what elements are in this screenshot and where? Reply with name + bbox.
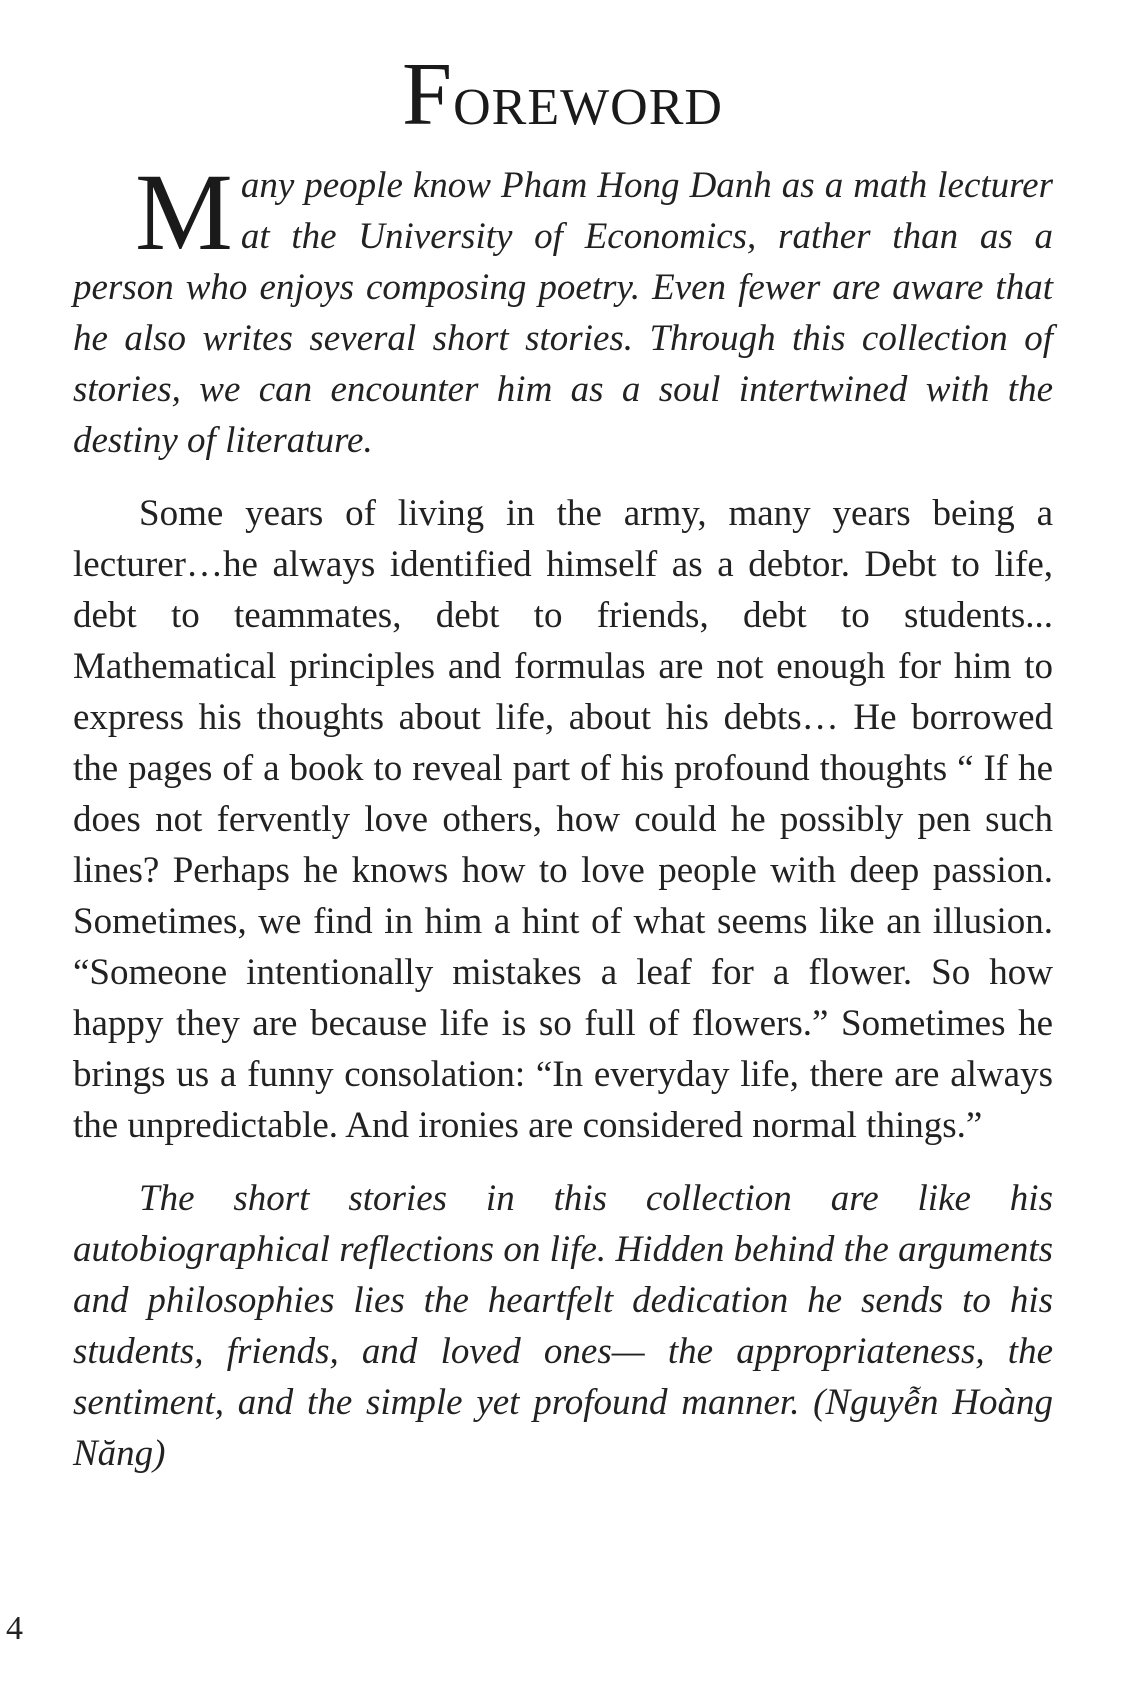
- page-number: 4: [6, 1610, 23, 1647]
- title-first-letter: F: [402, 45, 454, 144]
- paragraph-debtor: Some years of living in the army, many years being a lecturer…he always identified himself as a debtor. Debt to life, debt to teammates, debt to friends, debt to students... Mathematical principles and formulas are not enough for him to express his thoughts about life, about his debts… He borrowed the pages of a book to reveal part of his profound thoughts “ If he does not fervently love others, how could he possibly pen such lines? Perhaps he knows how to love people with deep passion. Sometimes, we find in him a hint of what seems like an illusion. “Someone intentionally mistakes a leaf for a flower. So how happy they are because life is so full of flowers.” Sometimes he brings us a funny consolation: “In everyday life, there are always the unpredictable. And ironies are considered normal things.”: [73, 493, 1053, 1146]
- drop-cap: M: [135, 151, 233, 273]
- paragraph-intro-text: any people know Pham Hong Danh as a math lecturer at the University of Economics, rather than as a person who enjoys composing poetry. Even fewer are aware that he also writes several short stories. Through this collection of stories, we can encounter him as a soul intertwined with the destiny of literature.: [73, 165, 1053, 461]
- paragraph-closing: The short stories in this collection are like his autobiographical reflections on life. Hidden behind the arguments and philosophies lies the heartfelt dedication he sends to his students, friends, and loved ones— the appropriateness, the sentiment, and the simple yet profound manner. (Nguyễn Hoàng Năng): [73, 1178, 1053, 1474]
- page-title: [0, 45, 1125, 144]
- paragraph-intro: [73, 151, 1053, 466]
- foreword-body: [73, 151, 1053, 1479]
- title-rest: OREWORD: [453, 79, 723, 136]
